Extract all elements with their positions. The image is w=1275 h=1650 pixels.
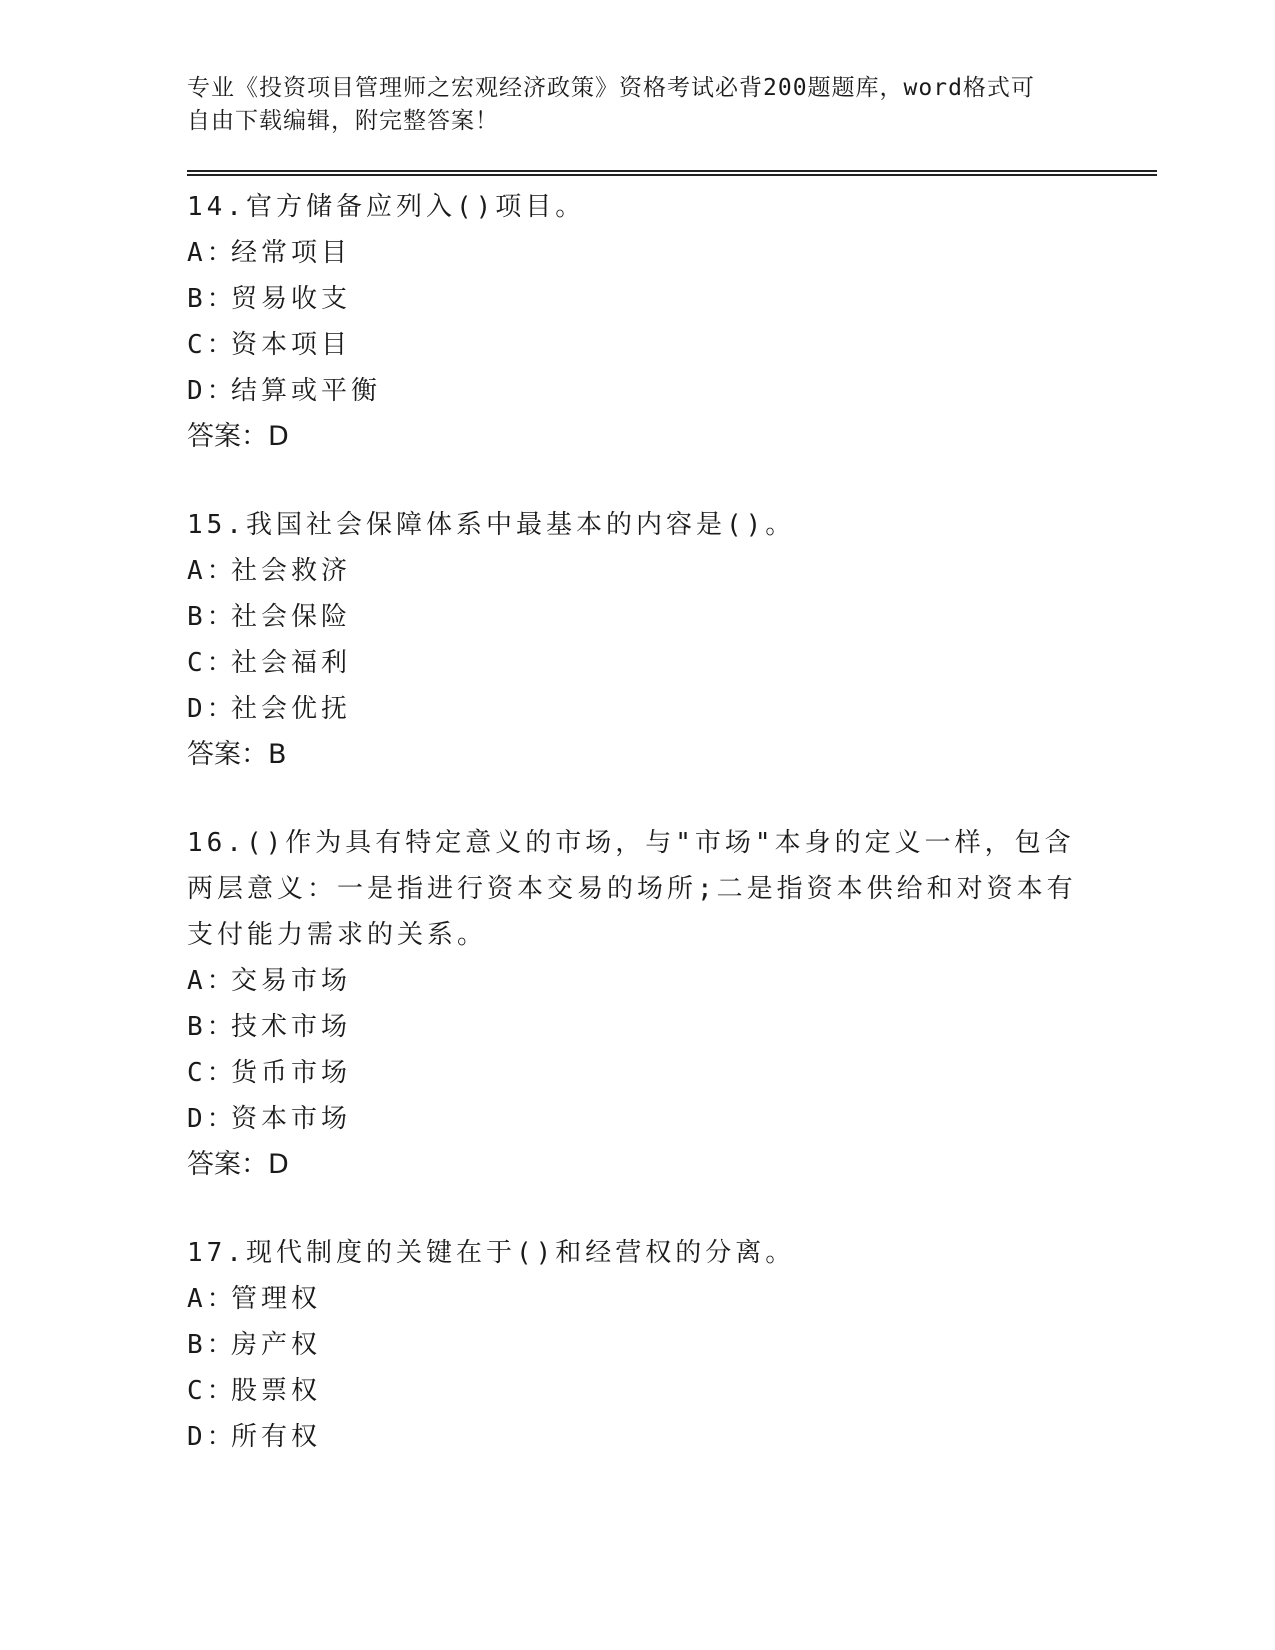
answer-line: 答案：D [187,421,289,452]
option-key: B： [187,1012,237,1042]
option-text: 经常项目 [231,238,352,268]
answer-line: 答案：D [187,1149,289,1180]
option-key: D： [187,694,237,724]
question-text: 16.()作为具有特定意义的市场，与"市场"本身的定义一样，包含两层意义：一是指进行资本交易的场所;二是指资本供给和对资本有支付能力需求的关系。 [187,828,1077,950]
option-text: 资本市场 [231,1104,352,1134]
option-key: C： [187,648,237,678]
question-text: 15.我国社会保障体系中最基本的内容是()。 [187,510,796,540]
header-title-line-2: 自由下载编辑，附完整答案！ [187,108,499,134]
option-c [187,322,1157,368]
option-key: D： [187,1422,237,1452]
header-double-rule [187,170,1157,176]
option-key: B： [187,602,237,632]
header-title-line-1: 专业《投资项目管理师之宏观经济政策》资格考试必背200题题库，word格式可 [187,75,1035,101]
option-text: 房产权 [231,1330,322,1360]
option-text: 交易市场 [231,966,352,996]
question-text: 14.官方储备应列入()项目。 [187,192,586,222]
option-c [187,1050,1157,1096]
option-text: 社会保险 [231,602,352,632]
option-key: C： [187,330,237,360]
question-15 [187,502,1157,778]
option-key: B： [187,284,237,314]
document-header [187,72,1067,138]
option-text: 股票权 [231,1376,322,1406]
question-list [187,184,1157,1460]
option-text: 社会救济 [231,556,352,586]
option-b [187,276,1157,322]
question-16 [187,820,1157,1188]
option-key: D： [187,376,237,406]
option-a [187,1276,1157,1322]
option-b [187,1322,1157,1368]
document-page [187,72,1157,1502]
option-a [187,958,1157,1004]
option-text: 所有权 [231,1422,322,1452]
option-key: C： [187,1376,237,1406]
option-key: C： [187,1058,237,1088]
option-key: A： [187,1284,237,1314]
option-text: 资本项目 [231,330,352,360]
option-a [187,548,1157,594]
option-d [187,686,1157,732]
option-key: D： [187,1104,237,1134]
option-key: B： [187,1330,237,1360]
option-text: 社会福利 [231,648,352,678]
option-b [187,1004,1157,1050]
answer-line: 答案：B [187,739,287,770]
option-text: 贸易收支 [231,284,352,314]
option-key: A： [187,556,237,586]
option-text: 技术市场 [231,1012,352,1042]
option-key: A： [187,966,237,996]
option-d [187,1414,1157,1460]
option-key: A： [187,238,237,268]
option-a [187,230,1157,276]
option-c [187,1368,1157,1414]
question-text: 17.现代制度的关键在于()和经营权的分离。 [187,1238,796,1268]
option-text: 结算或平衡 [231,376,382,406]
option-b [187,594,1157,640]
option-c [187,640,1157,686]
question-14 [187,184,1157,460]
option-d [187,368,1157,414]
option-text: 货币市场 [231,1058,352,1088]
question-17 [187,1230,1157,1460]
option-text: 社会优抚 [231,694,352,724]
option-text: 管理权 [231,1284,322,1314]
option-d [187,1096,1157,1142]
